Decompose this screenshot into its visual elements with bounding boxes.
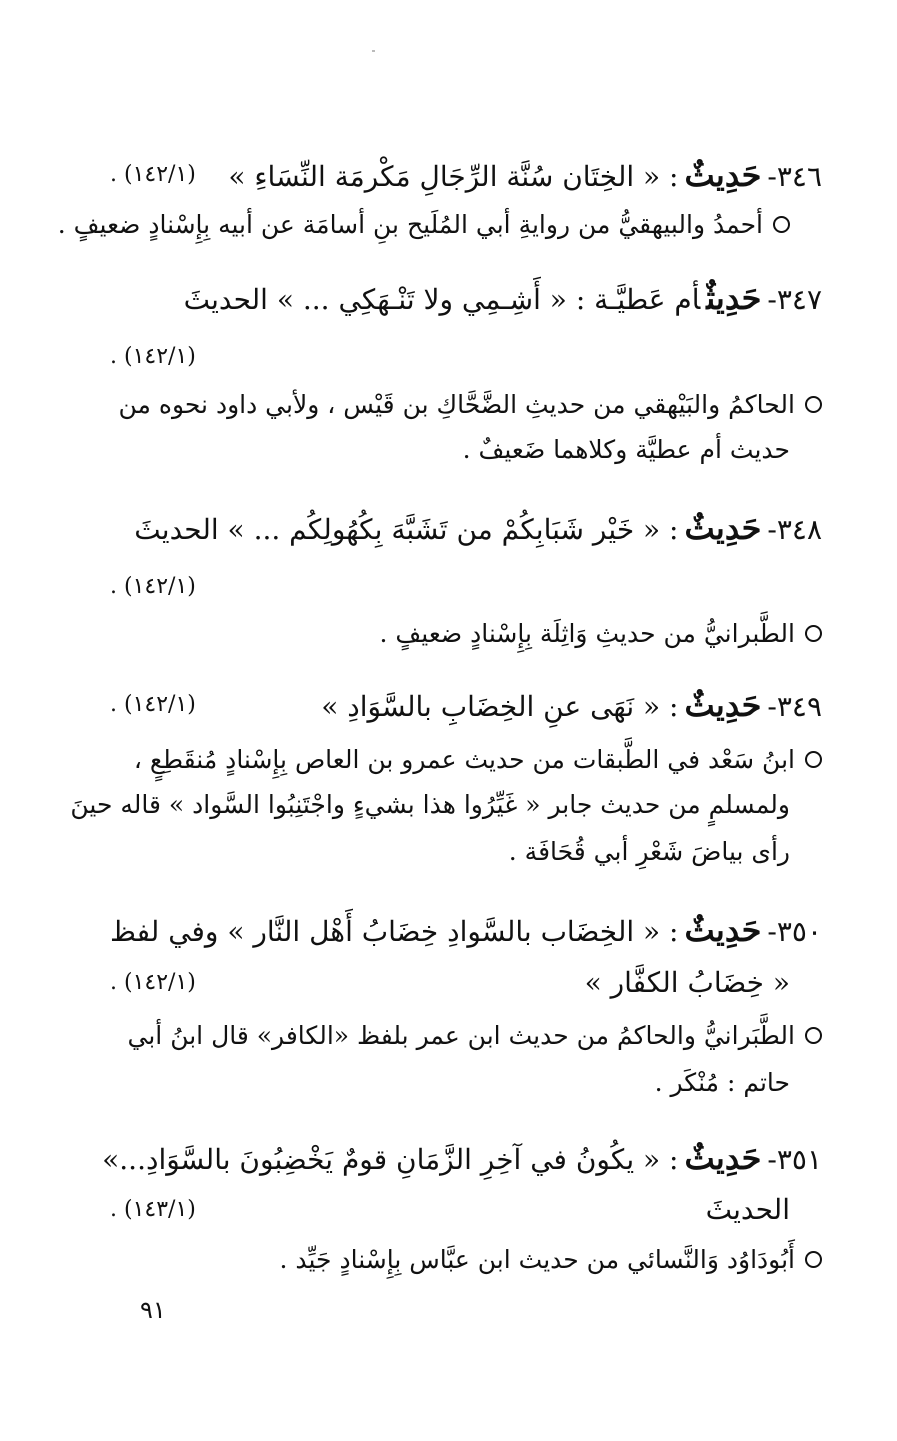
entry-347-ref-line xyxy=(110,337,822,377)
note-text: أَبُودَاوُد وَالنَّسائي من حديث ابن عبَّاس بِإِسْنادٍ جَيِّد . xyxy=(279,1245,795,1274)
entry-keyword: حَدِيثٌ xyxy=(706,279,762,317)
entry-text: : « الخِضَاب بالسَّوادِ خِضَابُ أَهْل النَّار » وفي لفظ xyxy=(110,915,679,948)
entry-348-ref-line xyxy=(110,567,822,607)
entry-346-note xyxy=(57,205,790,245)
entry-350-heading xyxy=(110,910,822,950)
entry-350-note-cont xyxy=(110,1063,790,1103)
entry-number: ٣٤٨- xyxy=(767,513,822,546)
note-text: أحمدُ والبيهقيُّ من روايةِ أبي المُلَيح بنِ أسامَة عن أبيه بِإِسْنادٍ ضعيفٍ . xyxy=(57,210,763,239)
entry-reference: (١٤٢/١) . xyxy=(110,162,196,187)
note-text: ولمسلمٍ من حديث جابر « غَيِّرُوا هذا بشيءٍ واجْتَنِبُوا السَّواد » قاله حينَ xyxy=(70,790,790,819)
circle-bullet-icon xyxy=(805,625,822,642)
circle-bullet-icon xyxy=(805,396,822,413)
note-text: الحاكمُ والبَيْهقي من حديثِ الضَّحَّاكِ بن قَيْس ، ولأبي داود نحوه من xyxy=(118,390,795,419)
entry-text: أم عَطيَّـة : « أَشِـمِي ولا تَنْـهَكِي ... » الحديثَ xyxy=(183,283,701,316)
entry-keyword: حَدِيثٌ xyxy=(684,911,762,949)
entry-348-heading xyxy=(110,508,822,548)
entry-keyword: حَدِيثٌ xyxy=(684,156,762,194)
scan-speck xyxy=(372,50,375,52)
entry-350-note xyxy=(110,1016,822,1056)
note-text: رأى بياضَ شَعْرِ أبي قُحَافَة . xyxy=(508,837,790,866)
entry-number: ٣٥٠- xyxy=(767,915,822,948)
entry-349-note-cont xyxy=(70,785,790,825)
entry-text: الحديثَ xyxy=(705,1193,790,1226)
note-text: حديث أم عطيَّة وكلاهما ضَعيفٌ . xyxy=(462,435,790,464)
entry-351-note xyxy=(110,1240,822,1280)
entry-number: ٣٤٧- xyxy=(767,283,822,316)
entry-reference: (١٤٢/١) . xyxy=(110,970,196,995)
entry-text: : « الخِتَان سُنَّة الرِّجَالِ مَكْرمَة النِّسَاءِ » xyxy=(228,160,679,193)
entry-reference: (١٤٢/١) . xyxy=(110,344,196,369)
circle-bullet-icon xyxy=(773,216,790,233)
circle-bullet-icon xyxy=(805,751,822,768)
entry-keyword: حَدِيثٌ xyxy=(684,509,762,547)
entry-350-heading-cont xyxy=(110,963,790,1003)
entry-text: : « نَهَى عنِ الخِضَابِ بالسَّوَادِ » xyxy=(321,690,679,723)
circle-bullet-icon xyxy=(805,1251,822,1268)
entry-keyword: حَدِيثٌ xyxy=(684,686,762,724)
entry-349-note-cont xyxy=(110,832,790,872)
entry-349-note xyxy=(110,740,822,780)
entry-347-note-cont xyxy=(110,430,790,470)
entry-text: : « يكُونُ في آخِرِ الزَّمَانِ قومٌ يَخْضِبُونَ بالسَّوَادِ...» xyxy=(102,1143,679,1176)
entry-reference: (١٤٢/١) . xyxy=(110,574,196,599)
entry-351-heading xyxy=(102,1138,822,1178)
entry-text: « خِضَابُ الكفَّار » xyxy=(584,966,790,999)
note-text: الطَّبرانيُّ من حديثِ وَاثِلَة بِإِسْنادٍ ضعيفٍ . xyxy=(379,619,795,648)
entry-number: ٣٥١- xyxy=(767,1143,822,1176)
entry-reference: (١٤٣/١) . xyxy=(110,1197,196,1222)
entry-number: ٣٤٦- xyxy=(767,160,822,193)
entry-351-heading-cont xyxy=(110,1190,790,1230)
entry-347-heading xyxy=(110,278,822,318)
entry-reference: (١٤٢/١) . xyxy=(110,692,196,717)
circle-bullet-icon xyxy=(805,1027,822,1044)
page-number: ٩١ xyxy=(140,1296,166,1324)
entry-348-note xyxy=(110,614,822,654)
entry-349-heading xyxy=(110,685,822,725)
entry-keyword: حَدِيثٌ xyxy=(684,1139,762,1177)
entry-346-heading xyxy=(110,155,822,195)
entry-347-note xyxy=(110,385,822,425)
note-text: الطَّبَرانيُّ والحاكمُ من حديث ابن عمر بلفظ «الكافر» قال ابنُ أبي xyxy=(127,1021,795,1050)
entry-text: : « خَيْر شَبَابِكُمْ من تَشَبَّهَ بِكُهُولِكُم ... » الحديثَ xyxy=(134,513,679,546)
note-text: حاتم : مُنْكَر . xyxy=(654,1068,790,1097)
entry-number: ٣٤٩- xyxy=(767,690,822,723)
note-text: ابنُ سَعْد في الطَّبقات من حديث عمرو بن العاص بِإِسْنادٍ مُنقَطِعٍ ، xyxy=(133,745,795,774)
